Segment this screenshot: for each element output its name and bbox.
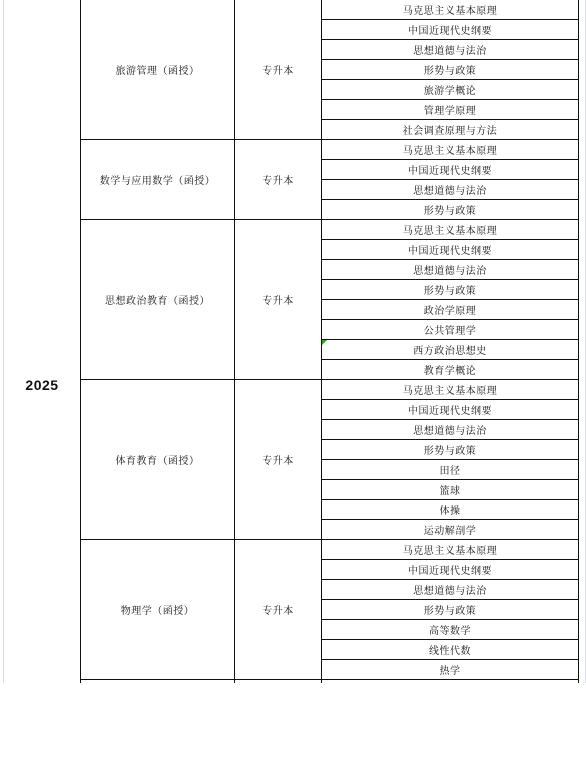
course-cell[interactable]: 热学: [439, 665, 461, 677]
course-cell[interactable]: 公共管理学: [423, 325, 477, 337]
course-cell[interactable]: 高等数学: [429, 625, 471, 637]
course-cell[interactable]: 马克思主义基本原理: [402, 5, 498, 17]
level-cell[interactable]: 专升本: [262, 455, 294, 467]
major-cell[interactable]: 物理学（函授）: [120, 605, 195, 617]
course-cell[interactable]: 体操: [439, 505, 461, 517]
course-cell[interactable]: 教育学概论: [423, 365, 477, 377]
course-cell[interactable]: 田径: [439, 465, 461, 477]
course-cell[interactable]: 旅游学概论: [423, 85, 477, 97]
level-cell[interactable]: 专升本: [262, 295, 294, 307]
course-cell[interactable]: 西方政治思想史: [413, 345, 487, 357]
course-cell[interactable]: 中国近现代史纲要: [408, 165, 492, 177]
major-cell[interactable]: 数学与应用数学（函授）: [99, 175, 216, 187]
course-cell[interactable]: 线性代数: [429, 645, 471, 657]
year-cell[interactable]: 2025: [25, 376, 59, 393]
group-border: [80, 679, 579, 680]
course-cell[interactable]: 思想道德与法治: [413, 425, 487, 437]
course-cell[interactable]: 管理学原理: [423, 105, 477, 117]
course-cell[interactable]: 形势与政策: [423, 285, 477, 297]
level-cell[interactable]: 专升本: [262, 175, 294, 187]
level-cell[interactable]: 专升本: [262, 605, 294, 617]
course-cell[interactable]: 思想道德与法治: [413, 265, 487, 277]
course-cell[interactable]: 思想道德与法治: [413, 185, 487, 197]
course-cell[interactable]: 马克思主义基本原理: [402, 225, 498, 237]
course-cell[interactable]: 社会调查原理与方法: [402, 125, 498, 137]
course-cell[interactable]: 中国近现代史纲要: [408, 25, 492, 37]
level-cell[interactable]: 专升本: [262, 65, 294, 77]
course-cell[interactable]: 政治学原理: [423, 305, 477, 317]
major-cell[interactable]: 思想政治教育（函授）: [105, 295, 210, 307]
major-cell[interactable]: 旅游管理（函授）: [115, 65, 200, 77]
course-cell[interactable]: 中国近现代史纲要: [408, 405, 492, 417]
course-cell[interactable]: 形势与政策: [423, 605, 477, 617]
course-cell[interactable]: 马克思主义基本原理: [402, 145, 498, 157]
major-cell[interactable]: 体育教育（函授）: [115, 455, 200, 467]
course-cell[interactable]: 运动解剖学: [423, 525, 477, 537]
column-border: [578, 0, 579, 683]
course-cell[interactable]: 马克思主义基本原理: [402, 545, 498, 557]
course-cell[interactable]: 思想道德与法治: [413, 45, 487, 57]
course-cell[interactable]: 马克思主义基本原理: [402, 385, 498, 397]
course-cell[interactable]: 形势与政策: [423, 205, 477, 217]
course-cell[interactable]: 形势与政策: [423, 65, 477, 77]
course-cell[interactable]: 思想道德与法治: [413, 585, 487, 597]
cell-comment-marker: [322, 340, 327, 345]
course-cell[interactable]: 形势与政策: [423, 445, 477, 457]
course-cell[interactable]: 中国近现代史纲要: [408, 245, 492, 257]
course-cell[interactable]: 篮球: [439, 485, 461, 497]
course-cell[interactable]: 中国近现代史纲要: [408, 565, 492, 577]
